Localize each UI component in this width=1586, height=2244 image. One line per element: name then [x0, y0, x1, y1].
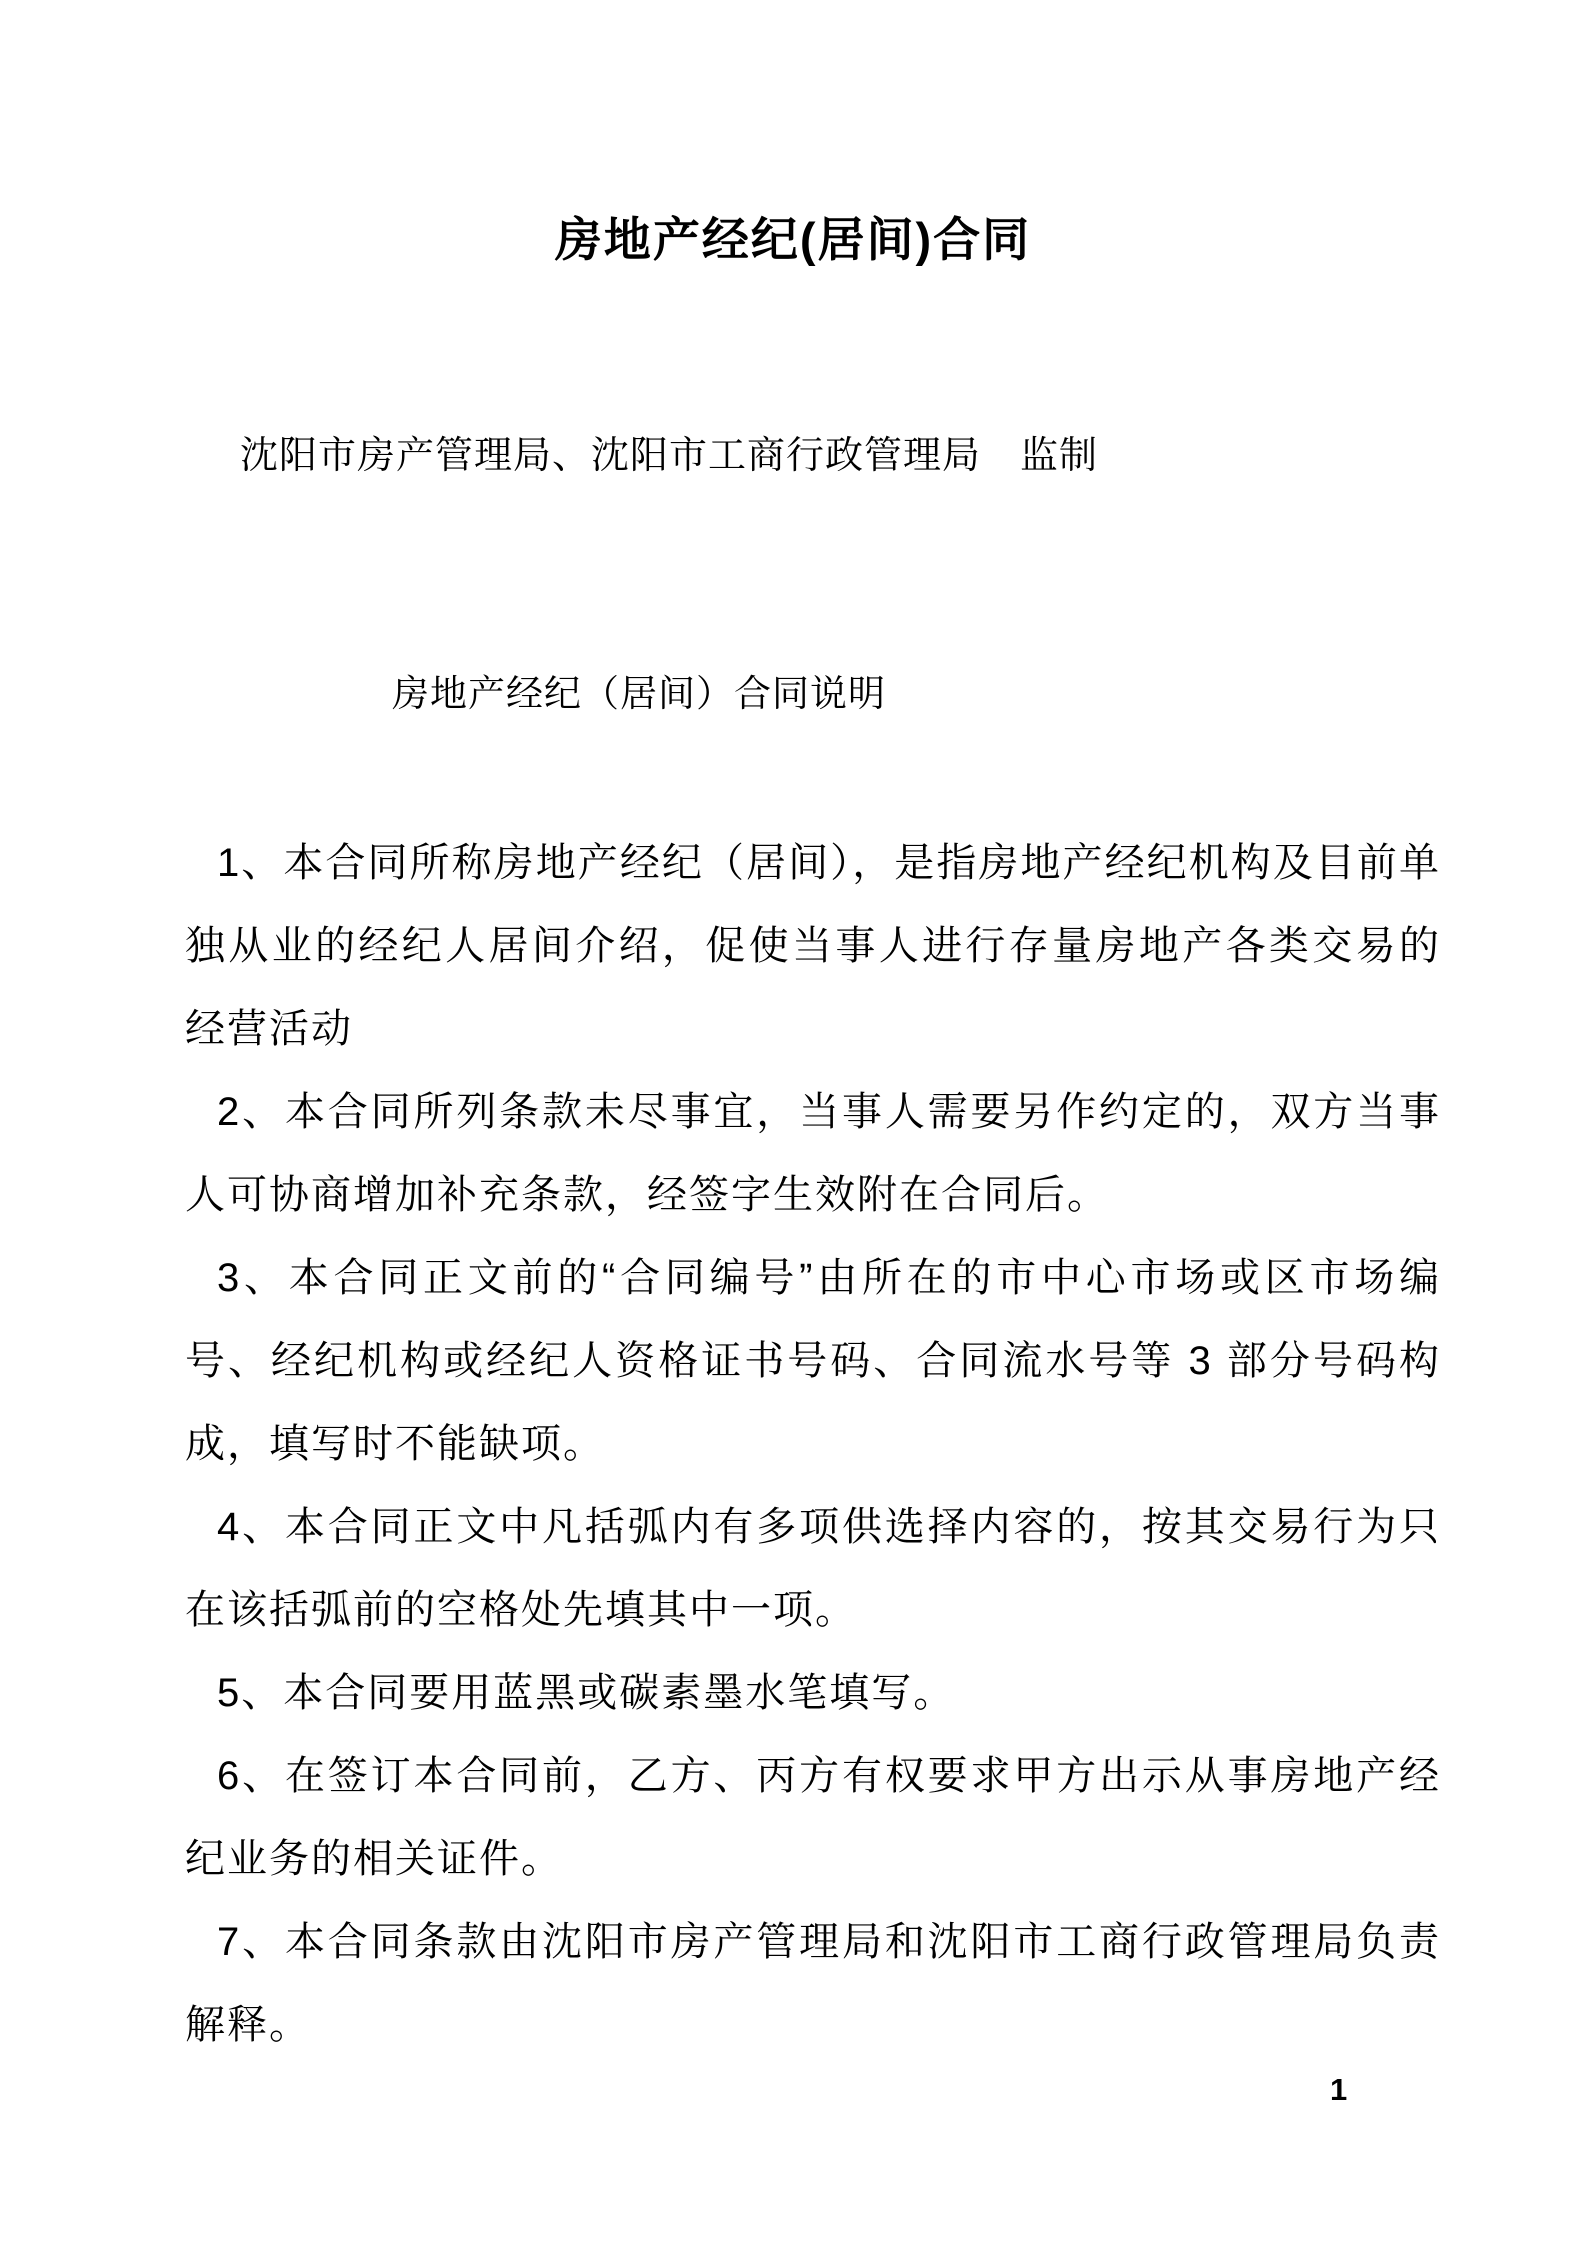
section-heading: 房地产经纪（居间）合同说明	[392, 673, 886, 714]
document-body	[185, 822, 1441, 2067]
page-number: 1	[1330, 2072, 1348, 2107]
document-title: 房地产经纪(居间)合同	[554, 213, 1032, 266]
paragraph-6: 6、在签订本合同前，乙方、丙方有权要求甲方出示从事房地产经纪业务的相关证件。	[185, 1754, 1441, 1881]
paragraph-7: 7、本合同条款由沈阳市房产管理局和沈阳市工商行政管理局负责解释。	[185, 1920, 1441, 2047]
paragraph-5: 5、本合同要用蓝黑或碳素墨水笔填写。	[217, 1671, 956, 1715]
issuing-authority-line: 沈阳市房产管理局、沈阳市工商行政管理局 监制	[240, 435, 1099, 477]
paragraph-4: 4、本合同正文中凡括弧内有多项供选择内容的，按其交易行为只在该括弧前的空格处先填其中一项。	[185, 1505, 1441, 1632]
paragraph-2: 2、本合同所列条款未尽事宜，当事人需要另作约定的，双方当事人可协商增加补充条款，经签字生效附在合同后。	[185, 1090, 1441, 1217]
paragraph-3: 3、本合同正文前的“合同编号”由所在的市中心市场或区市场编号、经纪机构或经纪人资格证书号码、合同流水号等 3 部分号码构成，填写时不能缺项。	[185, 1256, 1441, 1466]
paragraph-1: 1、本合同所称房地产经纪（居间），是指房地产经纪机构及目前单独从业的经纪人居间介绍，促使当事人进行存量房地产各类交易的经营活动	[185, 841, 1441, 1051]
